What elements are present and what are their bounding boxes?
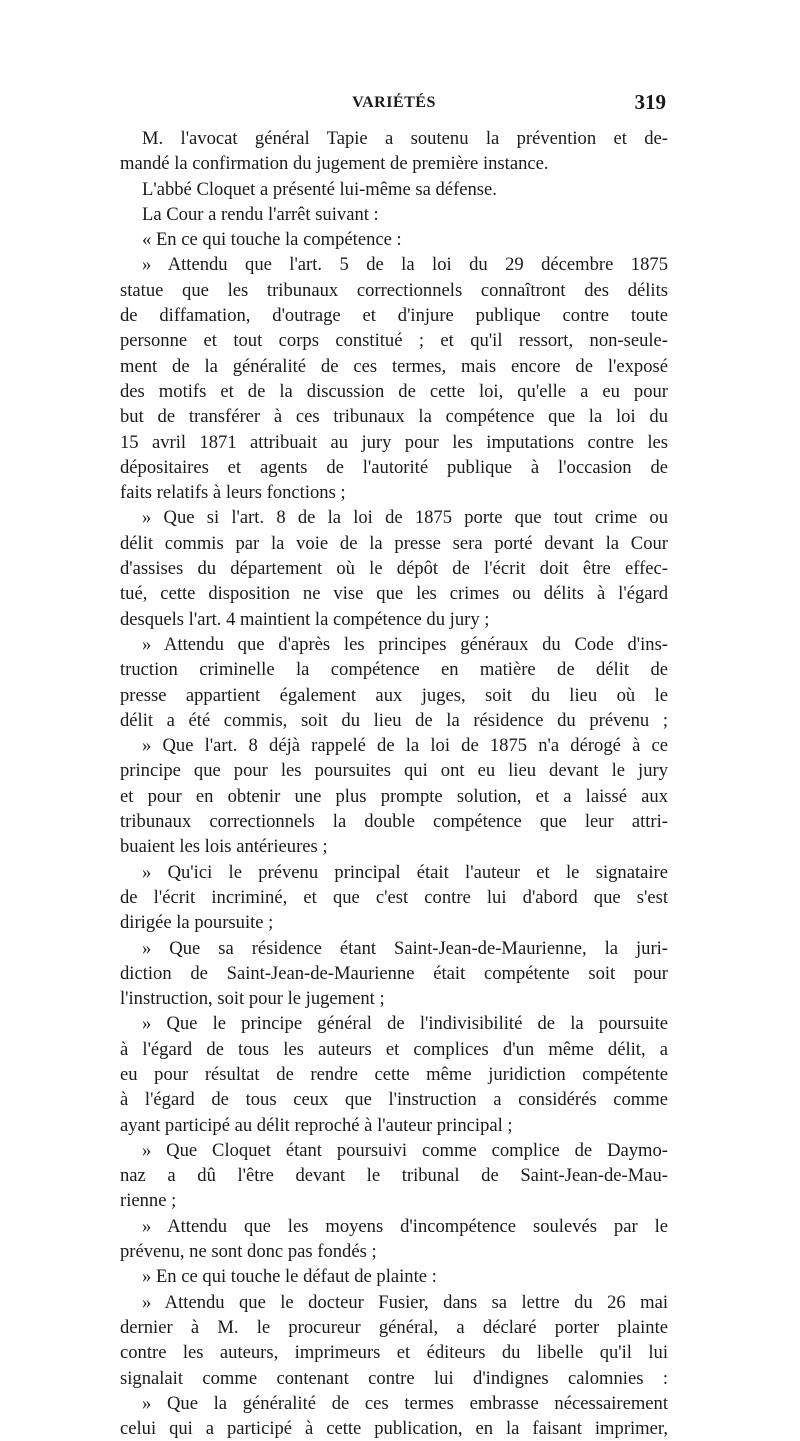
text-line: » Que la généralité de ces termes embrasse nécessairement [142,1392,668,1414]
text-line: dépositaires et agents de l'autorité publique à l'occasion de [120,456,668,478]
text-line: l'instruction, soit pour le jugement ; [120,988,385,1010]
text-line: » Que le principe général de l'indivisibilité de la poursuite [142,1013,668,1035]
text-line: » Que si l'art. 8 de la loi de 1875 porte que tout crime ou [142,507,668,529]
text-line: dernier à M. le procureur général, a déclaré porter plainte [120,1316,668,1338]
text-line: signalait comme contenant contre lui d'indignes calomnies : [120,1367,668,1389]
text-line: de diffamation, d'outrage et d'injure publique contre toute [120,305,668,327]
text-line: » Qu'ici le prévenu principal était l'auteur et le signataire [142,861,668,883]
text-line: à l'égard de tous ceux que l'instruction a considérés comme [120,1089,668,1111]
text-line: rienne ; [120,1190,177,1212]
text-line: principe que pour les poursuites qui ont eu lieu devant le jury [120,760,668,782]
text-line: personne et tout corps constitué ; et qu'il ressort, non-seule- [120,330,668,352]
text-line: mandé la confirmation du jugement de première instance. [120,153,549,175]
text-line: » Attendu que les moyens d'incompétence soulevés par le [142,1215,668,1237]
text-line: contre les auteurs, imprimeurs et éditeurs du libelle qu'il lui [120,1342,668,1364]
text-line: » Attendu que l'art. 5 de la loi du 29 décembre 1875 [142,254,668,276]
text-line: celui qui a participé à cette publication, en la faisant imprimer, [120,1418,668,1440]
text-line: tué, cette disposition ne vise que les crimes ou délits à l'égard [120,583,668,605]
text-line: ayant participé au délit reproché à l'auteur principal ; [120,1114,513,1136]
text-line: dirigée la poursuite ; [120,912,274,934]
running-title: VARIÉTÉS [352,94,436,111]
text-line: eu pour résultat de rendre cette même juridiction compétente [120,1063,668,1085]
text-line: délit a été commis, soit du lieu de la résidence du prévenu ; [120,709,668,731]
text-line: d'assises du département où le dépôt de l'écrit doit être effec- [120,558,668,580]
text-line: desquels l'art. 4 maintient la compétence du jury ; [120,608,490,630]
text-line: prévenu, ne sont donc pas fondés ; [120,1241,377,1263]
text-line: 15 avril 1871 attribuait au jury pour les imputations contre les [120,431,668,453]
text-line: des motifs et de la discussion de cette loi, qu'elle a eu pour [120,380,668,402]
text-line: de l'écrit incriminé, et que c'est contre lui d'abord que s'est [120,886,668,908]
text-line: M. l'avocat général Tapie a soutenu la prévention et de- [142,128,668,149]
text-line: presse appartient également aux juges, soit du lieu où le [120,684,668,706]
text-line: à l'égard de tous les auteurs et complices d'un même délit, a [120,1038,668,1060]
running-header [120,90,668,120]
text-line: délit commis par la voie de la presse sera porté devant la Cour [120,532,668,554]
page-number: 319 [634,90,666,114]
text-line: » Attendu que le docteur Fusier, dans sa lettre du 26 mai [142,1291,668,1313]
text-line: but de transférer à ces tribunaux la compétence que la loi du [120,406,668,428]
text-line: » En ce qui touche le défaut de plainte : [142,1266,437,1288]
text-line: ment de la généralité de ces termes, mais encore de l'exposé [120,355,668,377]
text-line: faits relatifs à leurs fonctions ; [120,482,346,504]
text-line: « En ce qui touche la compétence : [142,229,402,251]
text-line: naz a dû l'être devant le tribunal de Saint-Jean-de-Mau- [120,1165,668,1187]
text-line: buaient les lois antérieures ; [120,836,328,858]
text-line: » Attendu que d'après les principes généraux du Code d'ins- [142,633,668,655]
text-line: truction criminelle la compétence en matière de délit de [120,659,668,681]
text-line: L'abbé Cloquet a présenté lui-même sa défense. [142,178,497,200]
text-line: tribunaux correctionnels la double compétence que leur attri- [120,811,668,833]
text-line: » Que Cloquet étant poursuivi comme complice de Daymo- [142,1139,668,1161]
text-line: » Que l'art. 8 déjà rappelé de la loi de 1875 n'a dérogé à ce [142,735,668,757]
text-line: » Que sa résidence étant Saint-Jean-de-Maurienne, la juri- [142,937,668,959]
text-line: et pour en obtenir une plus prompte solution, et a laissé aux [120,785,668,807]
book-page [120,90,668,1441]
text-line: La Cour a rendu l'arrêt suivant : [142,203,379,225]
text-line: diction de Saint-Jean-de-Maurienne était compétente soit pour [120,962,668,984]
text-line: statue que les tribunaux correctionnels connaîtront des délits [120,279,668,301]
body-text [120,126,668,1441]
